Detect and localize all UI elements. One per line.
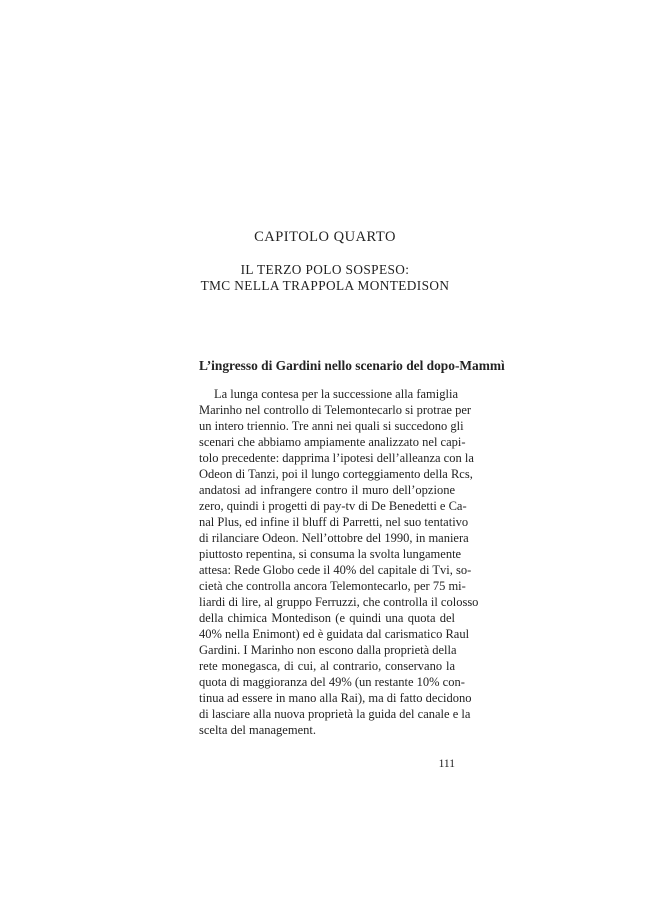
paragraph-line: scelta del management. xyxy=(199,723,316,737)
chapter-label: CAPITOLO QUARTO xyxy=(254,229,396,245)
paragraph-line: piuttosto repentina, si consuma la svolta lungamente xyxy=(199,547,462,561)
paragraph-line: attesa: Rede Globo cede il 40% del capitale di Tvi, so- xyxy=(199,563,472,577)
paragraph-line: cietà che controlla ancora Telemontecarlo, per 75 mi- xyxy=(199,579,466,593)
paragraph-line: Gardini. I Marinho non escono dalla proprietà della xyxy=(199,643,457,657)
paragraph-line: Odeon di Tanzi, poi il lungo corteggiamento della Rcs, xyxy=(199,467,473,481)
paragraph-line: di lasciare alla nuova proprietà la guida del canale e la xyxy=(199,707,471,721)
paragraph-line: di rilanciare Odeon. Nell’ottobre del 1990, in maniera xyxy=(199,531,469,545)
paragraph-line: nal Plus, ed infine il bluff di Parretti, nel suo tentativo xyxy=(199,515,469,529)
paragraph-line: zero, quindi i progetti di pay-tv di De Benedetti e Ca- xyxy=(199,499,467,513)
paragraph-line: un intero triennio. Tre anni nei quali si succedono gli xyxy=(199,419,464,433)
section-heading: L’ingresso di Gardini nello scenario del dopo-Mammì xyxy=(199,358,505,373)
paragraph-line: quota di maggioranza del 49% (un restante 10% con- xyxy=(199,675,465,689)
paragraph-line: tolo precedente: dapprima l’ipotesi dell’alleanza con la xyxy=(199,451,474,465)
paragraph-line: rete monegasca, di cui, al contrario, conservano la xyxy=(199,659,455,673)
paragraph-line: liardi di lire, al gruppo Ferruzzi, che controlla il colosso xyxy=(199,595,479,609)
paragraph-line: 40% nella Enimont) ed è guidata dal carismatico Raul xyxy=(199,627,470,641)
paragraph-line: scenari che abbiamo ampiamente analizzato nel capi- xyxy=(199,435,466,449)
chapter-title-line-1: IL TERZO POLO SOSPESO: xyxy=(240,262,410,277)
chapter-title-line-2: TMC NELLA TRAPPOLA MONTEDISON xyxy=(200,278,450,293)
paragraph-line: andatosi ad infrangere contro il muro dell’opzione xyxy=(199,483,455,497)
paragraph-line: della chimica Montedison (e quindi una quota del xyxy=(199,611,455,625)
paragraph-line: Marinho nel controllo di Telemontecarlo si protrae per xyxy=(199,403,472,417)
page-number: 111 xyxy=(438,758,455,770)
paragraph-line: tinua ad essere in mano alla Rai), ma di fatto decidono xyxy=(199,691,472,705)
paragraph-line: La lunga contesa per la successione alla famiglia xyxy=(214,387,458,401)
